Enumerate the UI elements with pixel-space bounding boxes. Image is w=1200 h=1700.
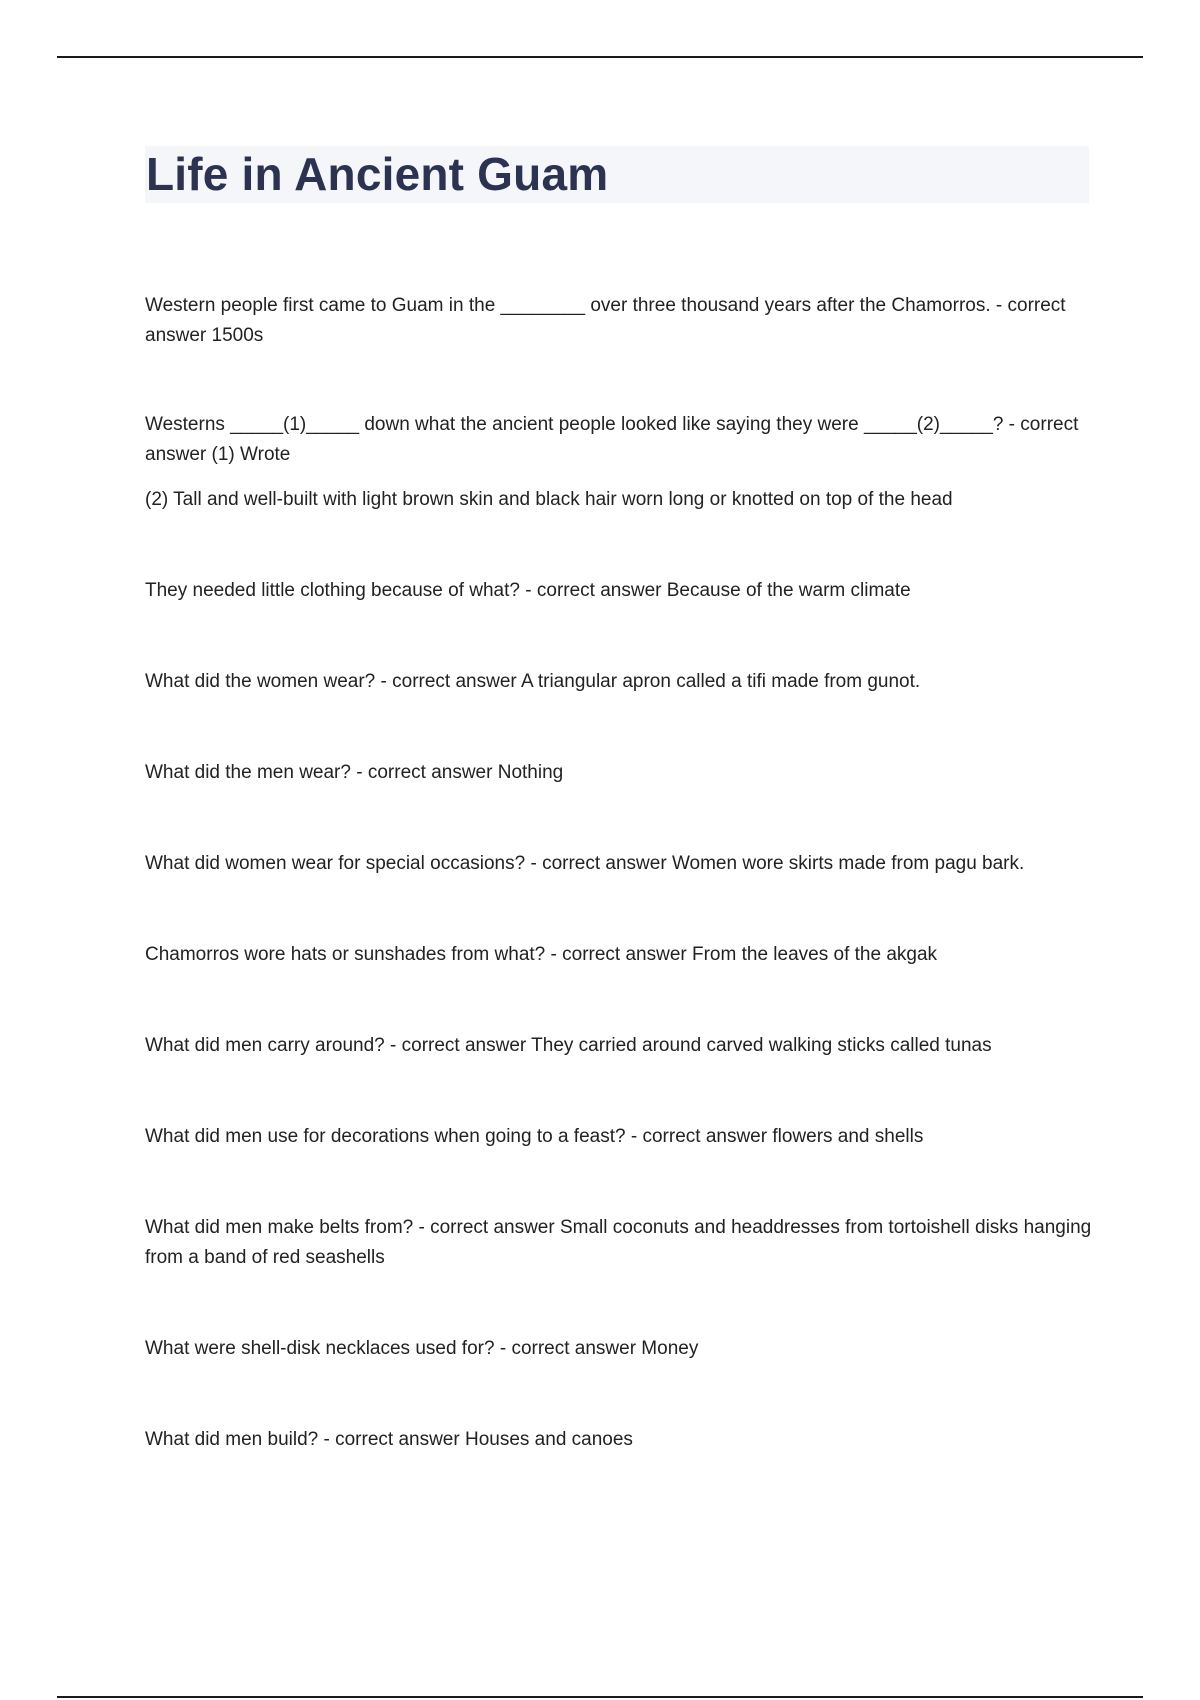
- separator: -: [1003, 414, 1021, 435]
- qa-item-3: [145, 576, 1095, 606]
- qa-item-2-continuation: [145, 485, 1095, 515]
- question-text: Chamorros wore hats or sunshades from what?: [145, 944, 546, 965]
- answer-text: correct answer A triangular apron called a tifi made from gunot.: [392, 671, 921, 692]
- qa-item-11: [145, 1334, 1095, 1364]
- bottom-rule: [57, 1696, 1143, 1698]
- separator: -: [413, 1217, 431, 1238]
- question-text: What did men carry around?: [145, 1035, 385, 1056]
- qa-item-10: [145, 1213, 1095, 1273]
- separator: -: [384, 1035, 402, 1056]
- qa-item-5: [145, 758, 1095, 788]
- question-text: What did men build?: [145, 1429, 319, 1450]
- answer-text: correct answer Houses and canoes: [335, 1429, 633, 1450]
- qa-item-6: [145, 849, 1095, 879]
- answer-text: correct answer Women wore skirts made from pagu bark.: [542, 853, 1025, 874]
- answer-text: correct answer (1) Wrote: [145, 414, 1079, 465]
- qa-item-8: [145, 1031, 1095, 1061]
- separator: -: [494, 1338, 512, 1359]
- separator: -: [318, 1429, 336, 1450]
- question-text: What did men use for decorations when going to a feast?: [145, 1126, 626, 1147]
- separator: -: [525, 853, 543, 874]
- qa-item-1: [145, 291, 1095, 351]
- qa-item-12: [145, 1425, 1095, 1455]
- answer-text: correct answer Because of the warm climate: [536, 580, 911, 601]
- question-text: Western people first came to Guam in the ________ over three thousand years after the Chamorros.: [145, 295, 991, 316]
- qa-item-7: [145, 940, 1095, 970]
- question-text: Westerns _____(1)_____ down what the ancient people looked like saying they were _____(2)_____?: [145, 414, 1004, 435]
- separator: -: [990, 295, 1008, 316]
- separator: -: [545, 944, 563, 965]
- separator: -: [375, 671, 393, 692]
- question-text: What did the women wear?: [145, 671, 376, 692]
- answer-text: correct answer They carried around carved walking sticks called tunas: [401, 1035, 992, 1056]
- separator: -: [625, 1126, 643, 1147]
- question-text: What were shell-disk necklaces used for?: [145, 1338, 495, 1359]
- question-text: What did the men wear?: [145, 762, 351, 783]
- question-text: What did men make belts from?: [145, 1217, 414, 1238]
- document-title: Life in Ancient Guam: [146, 148, 609, 200]
- answer-text: correct answer Nothing: [367, 762, 564, 783]
- answer-continuation: (2) Tall and well-built with light brown skin and black hair worn long or knotted on top of the head: [145, 489, 953, 510]
- answer-text: correct answer Money: [511, 1338, 699, 1359]
- qa-item-2: [145, 410, 1095, 470]
- qa-item-4: [145, 667, 1095, 697]
- answer-text: correct answer From the leaves of the akgak: [562, 944, 938, 965]
- answer-text: correct answer 1500s: [145, 295, 1066, 346]
- question-text: They needed little clothing because of what?: [145, 580, 520, 601]
- answer-text: correct answer Small coconuts and headdresses from tortoishell disks hanging from a band of red seashells: [145, 1217, 1092, 1268]
- answer-text: correct answer flowers and shells: [642, 1126, 924, 1147]
- separator: -: [519, 580, 537, 601]
- top-rule: [57, 56, 1143, 58]
- question-text: What did women wear for special occasions?: [145, 853, 526, 874]
- qa-item-9: [145, 1122, 1095, 1152]
- separator: -: [350, 762, 368, 783]
